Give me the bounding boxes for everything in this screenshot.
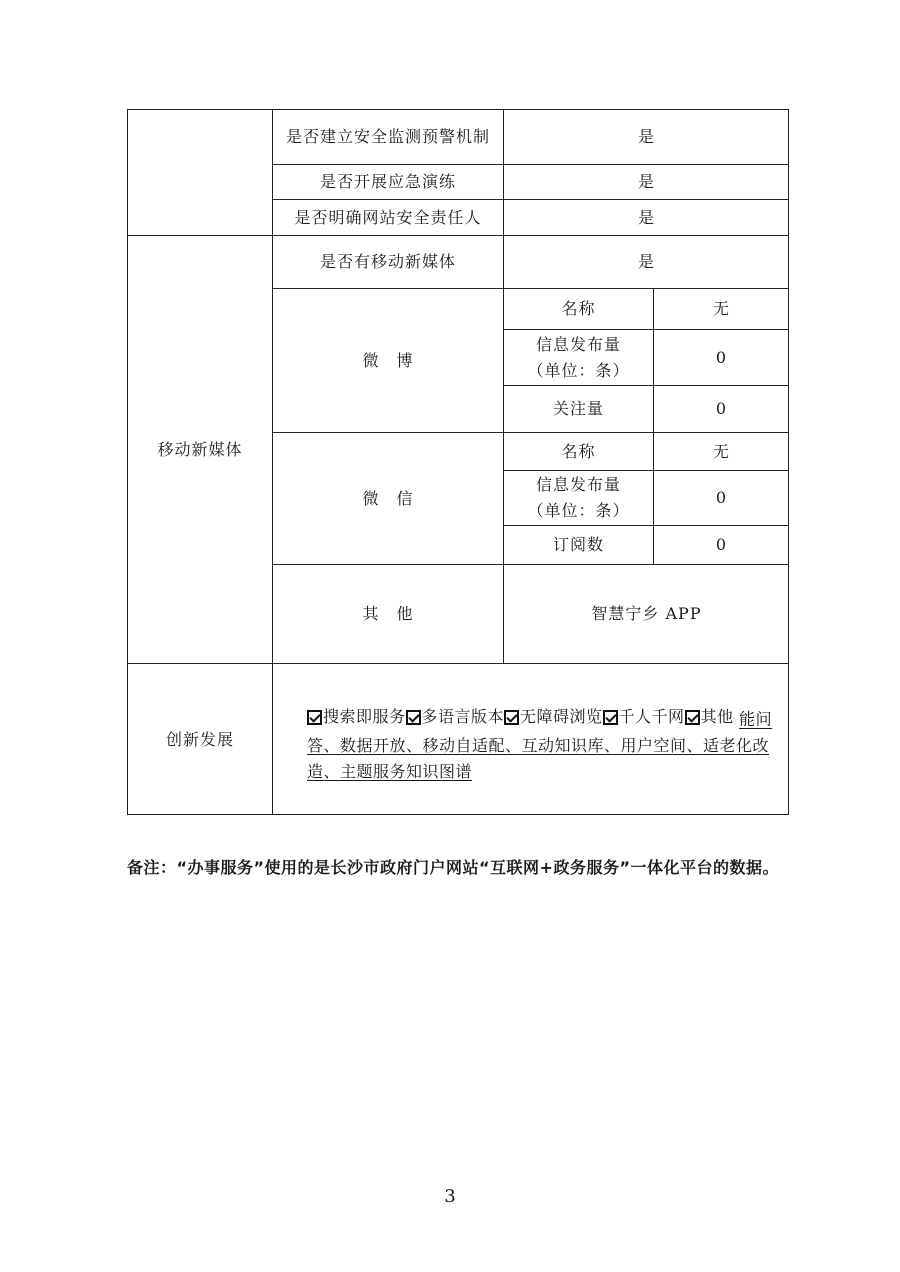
page-number: 3 bbox=[444, 1186, 456, 1207]
wechat-label: 微 信 bbox=[362, 488, 414, 508]
checked-checkbox-icon bbox=[685, 710, 700, 725]
other-label: 其 他 bbox=[362, 604, 414, 623]
checked-checkbox-icon bbox=[504, 710, 519, 725]
wechat-subs-label: 订阅数 bbox=[552, 535, 604, 554]
security-drill-value: 是 bbox=[637, 172, 655, 191]
weibo-followers-label: 关注量 bbox=[552, 399, 604, 418]
report-table bbox=[127, 109, 789, 815]
innovation-option-accessible: 无障碍浏览 bbox=[504, 704, 603, 730]
innovation-option-other: 其他 bbox=[685, 704, 734, 730]
security-warning-value: 是 bbox=[637, 127, 655, 146]
security-responsible-label: 是否明确网站安全责任人 bbox=[294, 207, 482, 227]
weibo-posts-value: 0 bbox=[715, 347, 728, 367]
innovation-other-text: 能问答、数据开放、移动自适配、互动知识库、用户空间、适老化改造、主题服务知识图谱 bbox=[307, 709, 773, 781]
weibo-name-label: 名称 bbox=[561, 299, 596, 318]
innovation-option-search: 搜索即服务 bbox=[307, 704, 406, 730]
mobile-section-label: 移动新媒体 bbox=[157, 439, 243, 459]
security-warning-label: 是否建立安全监测预警机制 bbox=[285, 127, 490, 146]
footnote: 备注：“办事服务”使用的是长沙市政府门户网站“互联网+政务服务”一体化平台的数据。 bbox=[127, 858, 779, 877]
security-drill-label: 是否开展应急演练 bbox=[319, 172, 456, 191]
wechat-subs-value: 0 bbox=[715, 535, 728, 554]
mobile-has-label: 是否有移动新媒体 bbox=[319, 252, 456, 271]
innovation-label: 创新发展 bbox=[165, 729, 234, 749]
checked-checkbox-icon bbox=[603, 710, 618, 725]
weibo-posts-label: 信息发布量（单位：条） bbox=[527, 334, 630, 380]
innovation-option-multilang: 多语言版本 bbox=[406, 704, 505, 730]
weibo-followers-value: 0 bbox=[715, 399, 728, 418]
checked-checkbox-icon bbox=[307, 710, 322, 725]
security-responsible-value: 是 bbox=[637, 207, 655, 227]
other-value: 智慧宁乡 APP bbox=[591, 604, 702, 623]
checked-checkbox-icon bbox=[406, 710, 421, 725]
innovation-content bbox=[273, 664, 789, 815]
wechat-name-value: 无 bbox=[712, 441, 730, 461]
mobile-has-value: 是 bbox=[637, 252, 655, 271]
wechat-name-label: 名称 bbox=[561, 441, 596, 461]
weibo-label: 微 博 bbox=[362, 350, 414, 370]
wechat-posts-label: 信息发布量（单位：条） bbox=[527, 475, 630, 520]
innovation-option-personal: 千人千网 bbox=[603, 704, 685, 730]
wechat-posts-value: 0 bbox=[715, 488, 728, 507]
weibo-name-value: 无 bbox=[712, 299, 730, 318]
